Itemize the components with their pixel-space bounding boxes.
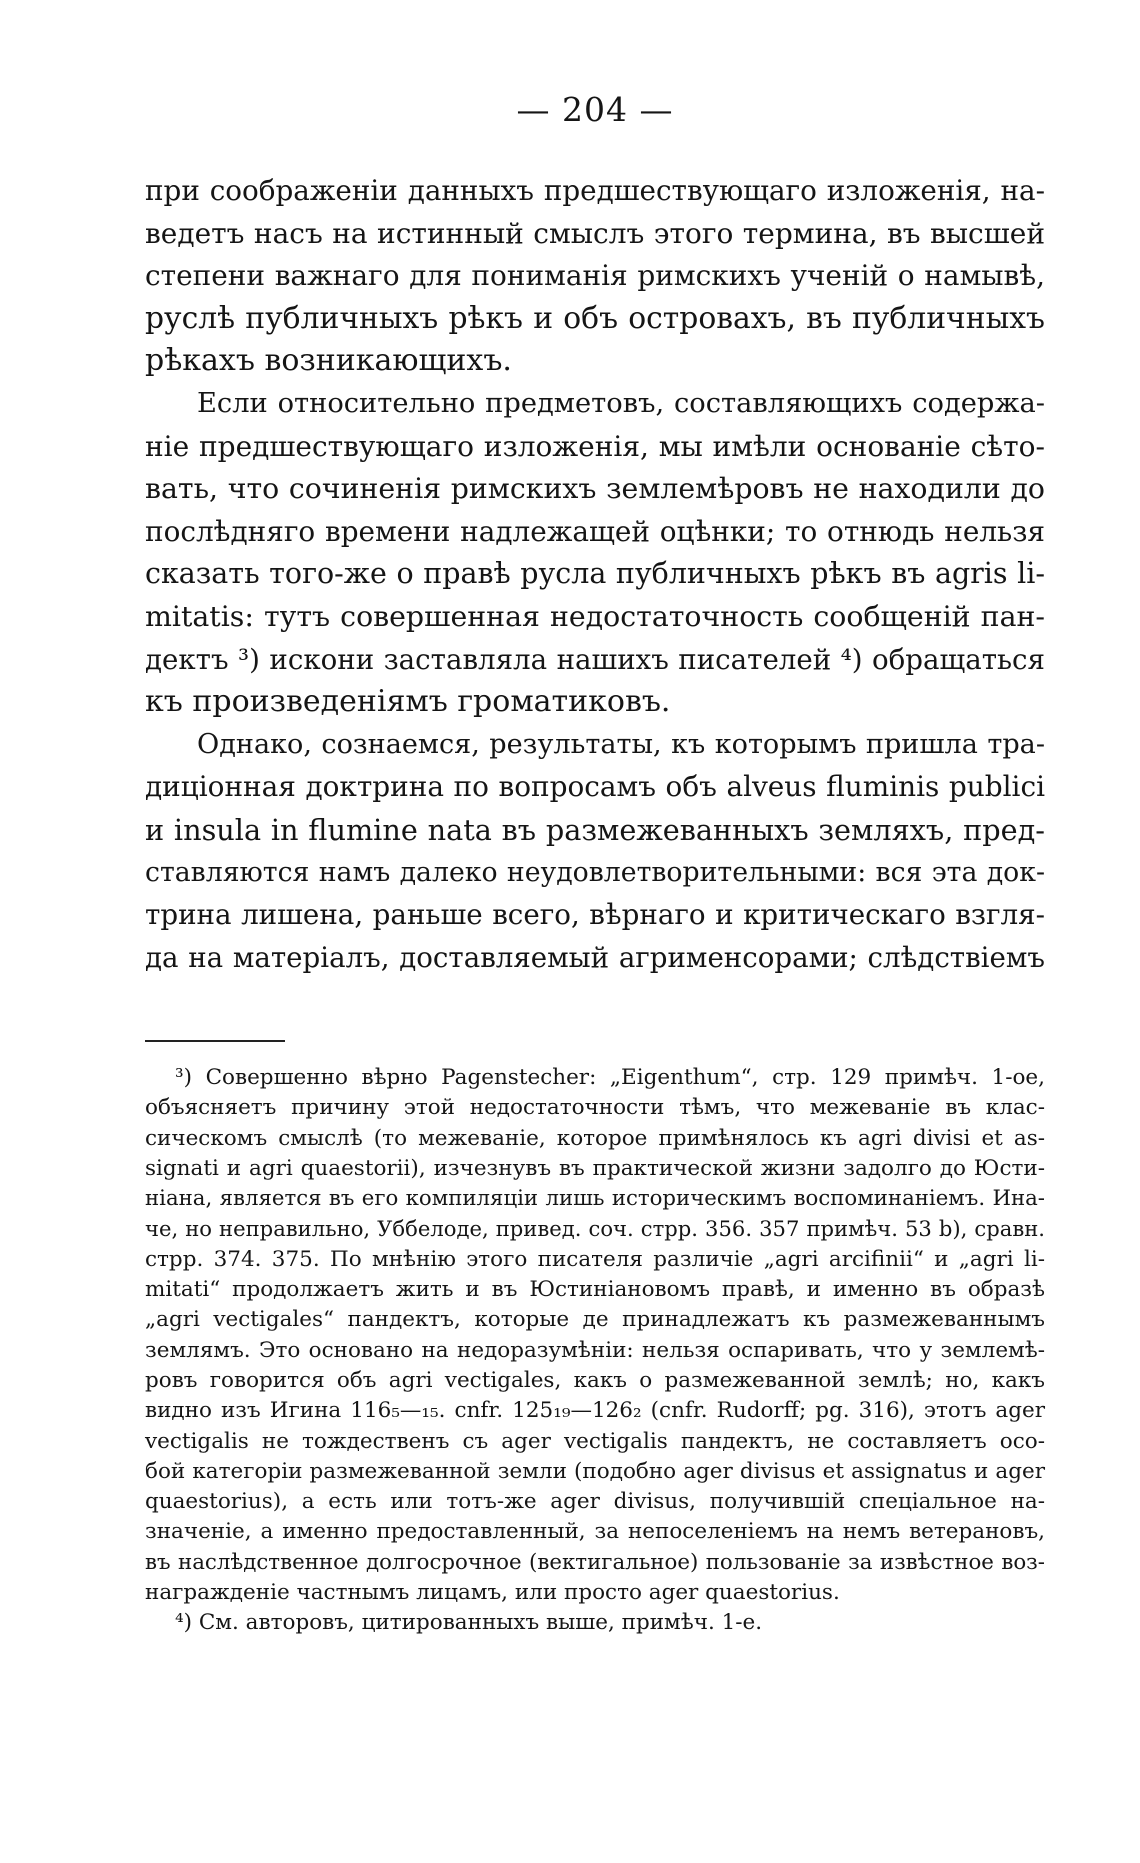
text-line: ставляются намъ далеко неудовлетворительными: вся эта док- [145,856,1045,888]
footnote-4: ⁴) См. авторовъ, цитированныхъ выше, примѣч. 1-е. [175,1610,763,1636]
footnote-3-line: mitati“ продолжаетъ жить и въ Юстиніановомъ правѣ, и именно въ образѣ [145,1277,1045,1303]
footnote-3-line: ровъ говорится объ agri vectigales, какъ о размежеванной землѣ; но, какъ [145,1367,1045,1393]
text-line: ніе предшествующаго изложенія, мы имѣли основаніе сѣто- [145,429,1045,463]
text-line: сказать того-же о правѣ русла публичныхъ рѣкъ въ agris li- [145,557,1045,591]
footnote-3-line: signati и agri quaestorii), изчезнувъ въ практической жизни задолго до Юсти- [145,1155,1045,1181]
text-line: и insula in flumine nata въ размежеванныхъ земляхъ, пред- [145,812,1045,847]
text-line: диціонная доктрина по вопросамъ объ alveus fluminis publici [145,770,1045,804]
footnotes [145,1063,1045,1639]
footnote-3-line: сическомъ смыслѣ (то межеваніе, которое примѣнялось къ agri divisi et as- [145,1125,1045,1151]
footnote-3-line: че, но неправильно, Уббелоде, привед. соч. стрр. 356. 357 примѣч. 53 b), сравн. [145,1216,1045,1242]
text-line: дектъ ³) искони заставляла нашихъ писателей ⁴) обращаться [145,642,1045,676]
footnote-3-line: видно изъ Игина 116₅—₁₅. cnfr. 125₁₉—126₂ (cnfr. Rudorff; pg. 316), этотъ ager [145,1398,1045,1424]
footnote-3-line: землямъ. Это основано на недоразумѣніи: нельзя оспаривать, что у землемѣ- [145,1337,1045,1363]
text-line: руслѣ публичныхъ рѣкъ и объ островахъ, въ публичныхъ [145,300,1045,336]
footnote-3-line: значеніе, а именно предоставленный, за непоселеніемъ на немъ ветерановъ, [145,1519,1045,1545]
footnote-3-line: ніана, является въ его компиляціи лишь историческимъ воспоминаніемъ. Ина- [145,1186,1045,1212]
paragraph-end-line: рѣкахъ возникающихъ. [145,343,512,379]
text-line: степени важнаго для пониманія римскихъ ученій о намывѣ, [145,259,1045,293]
footnote-3-line: quaestorius), а есть или тотъ-же ager divisus, получившій спеціальное на- [145,1489,1045,1515]
footnote-3-line: vectigalis не тождественъ съ ager vectigalis пандектъ, не составляетъ осо- [145,1428,1045,1454]
text-line: вать, что сочиненія римскихъ землемѣровъ не находили до [145,472,1045,506]
text-line: ведетъ насъ на истинный смыслъ этого термина, въ высшей [145,216,1045,250]
footnote-3-line: ³) Совершенно вѣрно Pagenstecher: „Eigenthum“, стр. 129 примѣч. 1-ое, [175,1065,1045,1090]
paragraph-end-line: къ произведеніямъ громатиковъ. [145,684,671,720]
text-line: послѣдняго времени надлежащей оцѣнки; то отнюдь нельзя [145,514,1045,548]
footnote-3-line: „agri vectigales“ пандектъ, которые де принадлежатъ къ размежеваннымъ [145,1307,1045,1333]
text-line: mitatis: тутъ совершенная недостаточность сообщеній пан- [145,599,1045,633]
footnote-3-line: объясняетъ причину этой недостаточности тѣмъ, что межеваніе въ клас- [145,1095,1045,1121]
page-number: — 204 — [516,90,674,129]
footnote-divider [145,1040,285,1042]
footnote-3-line: бой категоріи размежеванной земли (подобно ager divisus et assignatus и ager [145,1458,1045,1484]
text-line: при соображеніи данныхъ предшествующаго изложенія, на- [145,174,1045,207]
paragraph-start-line: Если относительно предметовъ, составляющихъ содержа- [197,387,1045,419]
body-text [145,170,1045,979]
text-line: трина лишена, раньше всего, вѣрнаго и критическаго взгля- [145,898,1045,932]
text-line: да на матеріалъ, доставляемый агрименсорами; слѣдствіемъ [145,940,1045,974]
footnote-3-last-line: награжденіе частнымъ лицамъ, или просто ager quaestorius. [145,1580,840,1606]
paragraph-start-line: Однако, сознаемся, результаты, къ которымъ пришла тра- [197,728,1045,760]
footnote-3-line: въ наслѣдственное долгосрочное (вектигальное) пользованіе за извѣстное воз- [145,1549,1045,1575]
footnote-3-line: стрр. 374. 375. По мнѣнію этого писателя различіе „agri arcifinii“ и „agri li- [145,1246,1045,1272]
